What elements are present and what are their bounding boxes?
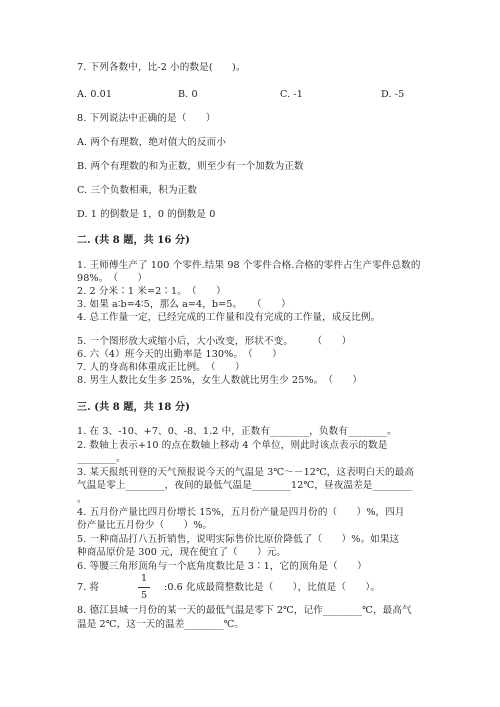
sec3-line: 3. 某天报纸刊登的天气预报说今天的气温是 3℃～－12℃，这表明白天的最高	[77, 467, 415, 478]
q7-option-b: B. 0	[178, 89, 198, 100]
sec2-line: 5. 一个图形放大或缩小后，大小改变，形状不变。 （ ）	[77, 336, 352, 347]
sec3-line: 4. 五月份产量比四月份增长 15%，五月份产量是四月份的（ ）%，四月	[77, 507, 405, 518]
fraction-bar	[138, 587, 150, 588]
sec3-line: 份产量比五月份少（ ）%。	[77, 520, 213, 531]
section-3-heading: 三. (共 8 题，共 18 分)	[77, 402, 190, 413]
q7-stem: 7. 下列各数中，比-2 小的数是( )。	[77, 62, 246, 73]
fraction-denominator: 5	[140, 590, 148, 601]
q7-option-c: C. -1	[280, 89, 303, 100]
q3-8-line2: 温是 2℃，这一天的温差________℃。	[77, 619, 245, 630]
sec3-line: 5. 一种商品打八五折销售，说明实际售价比原价降低了（ ）%。如果这	[77, 534, 400, 545]
sec2-line: 98%。 （ ）	[77, 273, 148, 284]
q8-option-a: A. 两个有理数，绝对值大的反而小	[77, 137, 227, 148]
sec3-line: 2. 数轴上表示+10 的点在数轴上移动 4 个单位，则此时该点表示的数是	[77, 440, 388, 451]
q3-7-prefix: 7. 将	[77, 582, 100, 593]
sec3-line: ________。	[77, 453, 126, 464]
sec3-line: 。	[77, 494, 87, 505]
sec2-line: 8. 男生人数比女生多 25%，女生人数就比男生少 25%。 （ ）	[77, 375, 363, 386]
sec2-line: 1. 王师傅生产了 100 个零件.结果 98 个零件合格.合格的零件占生产零件总数的	[77, 260, 421, 271]
q8-option-d: D. 1 的倒数是 1，0 的倒数是 0	[77, 209, 216, 220]
q8-stem: 8. 下列说法中正确的是（ ）	[77, 113, 216, 124]
sec3-line: 种商品原价是 300 元，现在便宜了（ ）元。	[77, 547, 287, 558]
sec3-line: 1. 在 3、-10、+7、0、-8、1.2 中，正数有________，负数有________。	[77, 426, 397, 437]
sec3-line: 气温是零上________，夜间的最低气温是________12℃，昼夜温差是________	[77, 480, 412, 491]
sec2-line: 6. 六（4）班今天的出勤率是 130%。 （ ）	[77, 349, 282, 360]
sec3-line: 6. 等腰三角形顶角与一个底角度数比是 3∶1，它的顶角是（ ）	[77, 561, 367, 572]
q7-option-d: D. -5	[381, 89, 405, 100]
q8-option-b: B. 两个有理数的和为正数，则至少有一个加数为正数	[77, 161, 304, 172]
sec2-line: 4. 总工作量一定，已经完成的工作量和没有完成的工作量，成反比例。	[77, 312, 381, 323]
sec2-line: 2. 2 分米∶1 米=2∶1。 （ ）	[77, 286, 226, 297]
sec2-line: 7. 人的身高和体重成正比例。 （ ）	[77, 362, 245, 373]
q3-8-line1: 8. 德江县城一月份的某一天的最低气温是零下 2℃，记作________℃，最高气	[77, 605, 412, 616]
section-2-heading: 二. (共 8 题，共 16 分)	[77, 235, 190, 246]
q3-7-suffix: :0.6 化成最简整数比是（ ），比值是（ ）。	[164, 582, 381, 593]
sec2-line: 3. 如果 a∶b=4∶5，那么 a=4，b=5。 （ ）	[77, 299, 291, 310]
q7-option-a: A. 0.01	[77, 89, 113, 100]
fraction-numerator: 1	[140, 573, 148, 584]
q8-option-c: C. 三个负数相乘，积为正数	[77, 185, 198, 196]
